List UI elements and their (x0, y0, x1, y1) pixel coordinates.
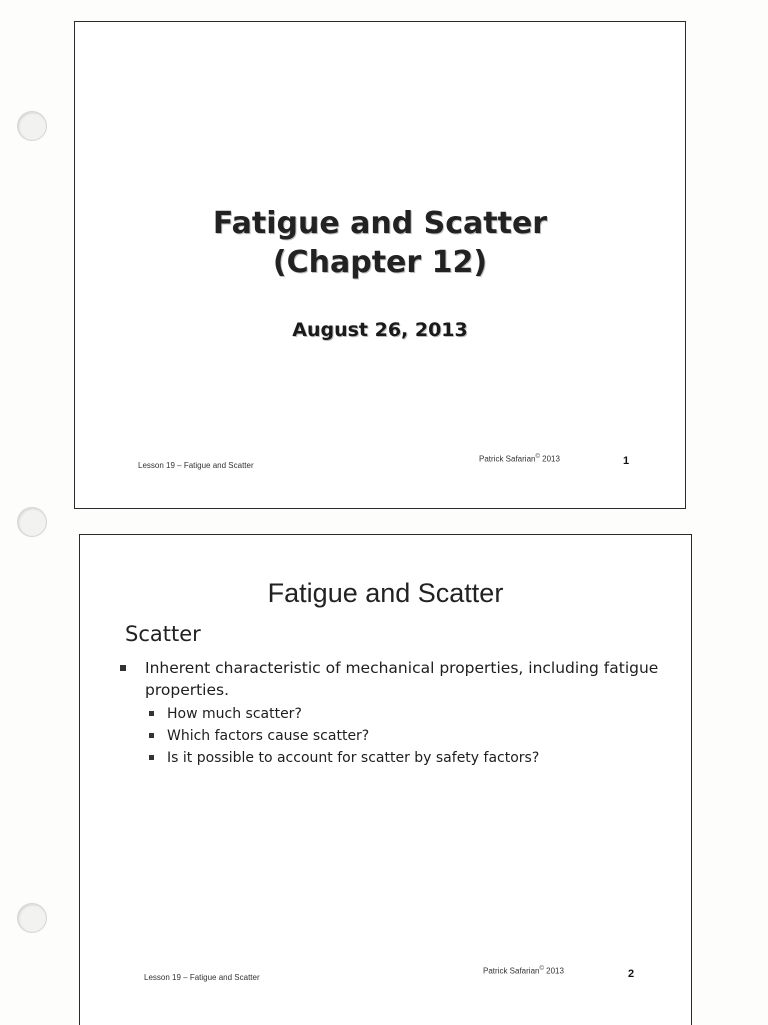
page-number: 2 (628, 968, 635, 980)
bullet-text: Inherent characteristic of mechanical properties, including fatigue properties. (145, 659, 659, 699)
author-name: Patrick Safarian (479, 454, 536, 464)
sub-bullet-list (145, 703, 677, 769)
author-name: Patrick Safarian (483, 966, 540, 976)
title-line-2: (Chapter 12) (272, 245, 488, 280)
sub-bullet-text: How much scatter? (167, 706, 302, 722)
footer-author (483, 966, 564, 976)
slide-1 (74, 21, 686, 509)
binder-hole-bottom (17, 903, 47, 933)
footer-lesson: Lesson 19 – Fatigue and Scatter (138, 461, 254, 470)
title-line-1: Fatigue and Scatter (212, 206, 548, 241)
sub-bullet-item (145, 703, 677, 725)
binder-hole-top (17, 111, 47, 141)
bullet-square-icon (149, 711, 154, 716)
slide-date: August 26, 2013 (292, 319, 468, 341)
slide-title: Fatigue and Scatter (267, 578, 504, 608)
bullet-item (117, 657, 677, 769)
copyright-mark: © (535, 454, 540, 460)
sub-bullet-item (145, 747, 677, 769)
footer-year: 2013 (542, 454, 560, 464)
binder-hole-middle (17, 507, 47, 537)
sub-bullet-item (145, 725, 677, 747)
footer-author (479, 454, 560, 464)
footer-year: 2013 (546, 966, 564, 976)
bullet-square-icon (149, 733, 154, 738)
bullet-list (117, 657, 677, 769)
bullet-square-icon (120, 665, 126, 671)
slide-title (75, 204, 685, 282)
footer-lesson: Lesson 19 – Fatigue and Scatter (144, 973, 260, 982)
copyright-mark: © (539, 966, 544, 972)
section-heading: Scatter (125, 622, 201, 646)
sub-bullet-text: Which factors cause scatter? (167, 728, 370, 744)
slide-2 (79, 534, 692, 1025)
page-number: 1 (623, 455, 630, 467)
bullet-square-icon (149, 755, 154, 760)
sub-bullet-text: Is it possible to account for scatter by safety factors? (167, 750, 540, 766)
